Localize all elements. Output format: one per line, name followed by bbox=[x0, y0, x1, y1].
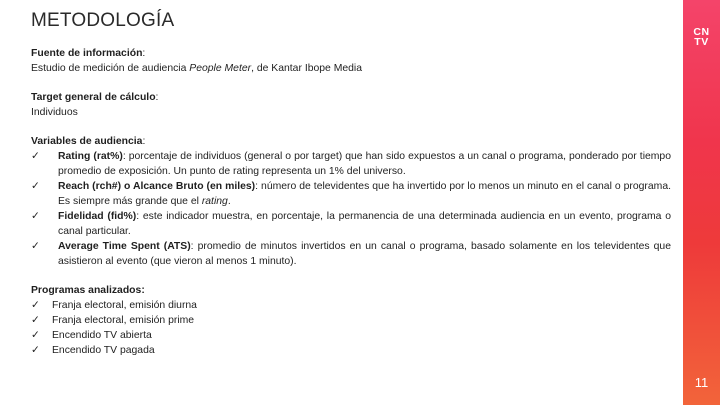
programs-section bbox=[31, 283, 671, 358]
variable-description: : promedio de minutos invertidos en un canal o programa, basado solamente en los televidentes que asistieron al evento (que vieron al menos 1 minuto). bbox=[58, 241, 671, 267]
variable-description: : número de televidentes que ha invertido por lo menos un minuto en el canal o programa. Es siempre más grande que el bbox=[58, 181, 671, 207]
colon: : bbox=[141, 285, 145, 296]
variable-term: Rating (rat%) bbox=[58, 151, 123, 162]
target-section bbox=[31, 90, 671, 120]
variable-item-ats bbox=[31, 239, 671, 269]
check-icon: ✓ bbox=[31, 151, 40, 162]
program-item bbox=[31, 298, 671, 313]
variables-heading bbox=[31, 134, 671, 149]
check-icon: ✓ bbox=[31, 315, 40, 326]
target-heading bbox=[31, 90, 671, 105]
program-item bbox=[31, 313, 671, 328]
logo-line-2: TV bbox=[694, 36, 709, 48]
target-text: Individuos bbox=[31, 107, 78, 118]
variables-section bbox=[31, 134, 671, 269]
page-title: METODOLOGÍA bbox=[31, 10, 175, 31]
program-label: Encendido TV pagada bbox=[52, 345, 155, 356]
page-number: 11 bbox=[694, 375, 709, 390]
variable-term: Average Time Spent (ATS) bbox=[58, 241, 191, 252]
programs-heading bbox=[31, 283, 671, 298]
source-text-start: Estudio de medición de audiencia bbox=[31, 63, 190, 74]
target-label: Target general de cálculo bbox=[31, 92, 156, 103]
brand-sidebar bbox=[683, 0, 720, 405]
variable-description: : porcentaje de individuos (general o por target) que han sido expuestos a un canal o programa, ponderado por tiempo promedio de exposición. Un punto de rating representa un 1% del universo. bbox=[58, 151, 671, 177]
source-heading bbox=[31, 46, 671, 61]
source-label: Fuente de información bbox=[31, 48, 143, 59]
colon: : bbox=[155, 92, 159, 103]
program-item bbox=[31, 343, 671, 358]
check-icon: ✓ bbox=[31, 330, 40, 341]
source-text-end: , de Kantar Ibope Media bbox=[251, 63, 363, 74]
check-icon: ✓ bbox=[31, 181, 40, 192]
programs-label: Programas analizados bbox=[31, 285, 142, 296]
variable-item-rating bbox=[31, 149, 671, 179]
source-text bbox=[31, 61, 671, 76]
colon: : bbox=[142, 136, 146, 147]
variables-label: Variables de audiencia bbox=[31, 136, 143, 147]
source-text-italic: People Meter bbox=[189, 63, 252, 74]
variable-term: Fidelidad (fid%) bbox=[58, 211, 137, 222]
programs-list bbox=[31, 298, 671, 358]
methodology-content bbox=[31, 46, 671, 372]
check-icon: ✓ bbox=[31, 211, 40, 222]
variable-item-fidelidad bbox=[31, 209, 671, 239]
check-icon: ✓ bbox=[31, 300, 40, 311]
variable-description: : este indicador muestra, en porcentaje, la permanencia de una determinada audiencia en un evento, programa o canal particular. bbox=[58, 211, 671, 237]
colon: : bbox=[142, 48, 146, 59]
program-label: Franja electoral, emisión diurna bbox=[52, 300, 197, 311]
variable-description-end: . bbox=[227, 196, 231, 207]
check-icon: ✓ bbox=[31, 241, 40, 252]
program-label: Franja electoral, emisión prime bbox=[52, 315, 195, 326]
variable-item-reach bbox=[31, 179, 671, 209]
variables-list bbox=[31, 149, 671, 269]
program-item bbox=[31, 328, 671, 343]
cntv-logo bbox=[683, 27, 720, 47]
check-icon: ✓ bbox=[31, 345, 40, 356]
program-label: Encendido TV abierta bbox=[52, 330, 152, 341]
logo-line-1: CN bbox=[693, 26, 710, 38]
variable-term: Reach (rch#) o Alcance Bruto (en miles) bbox=[58, 181, 256, 192]
variable-description-italic: rating bbox=[201, 196, 228, 207]
source-section bbox=[31, 46, 671, 76]
